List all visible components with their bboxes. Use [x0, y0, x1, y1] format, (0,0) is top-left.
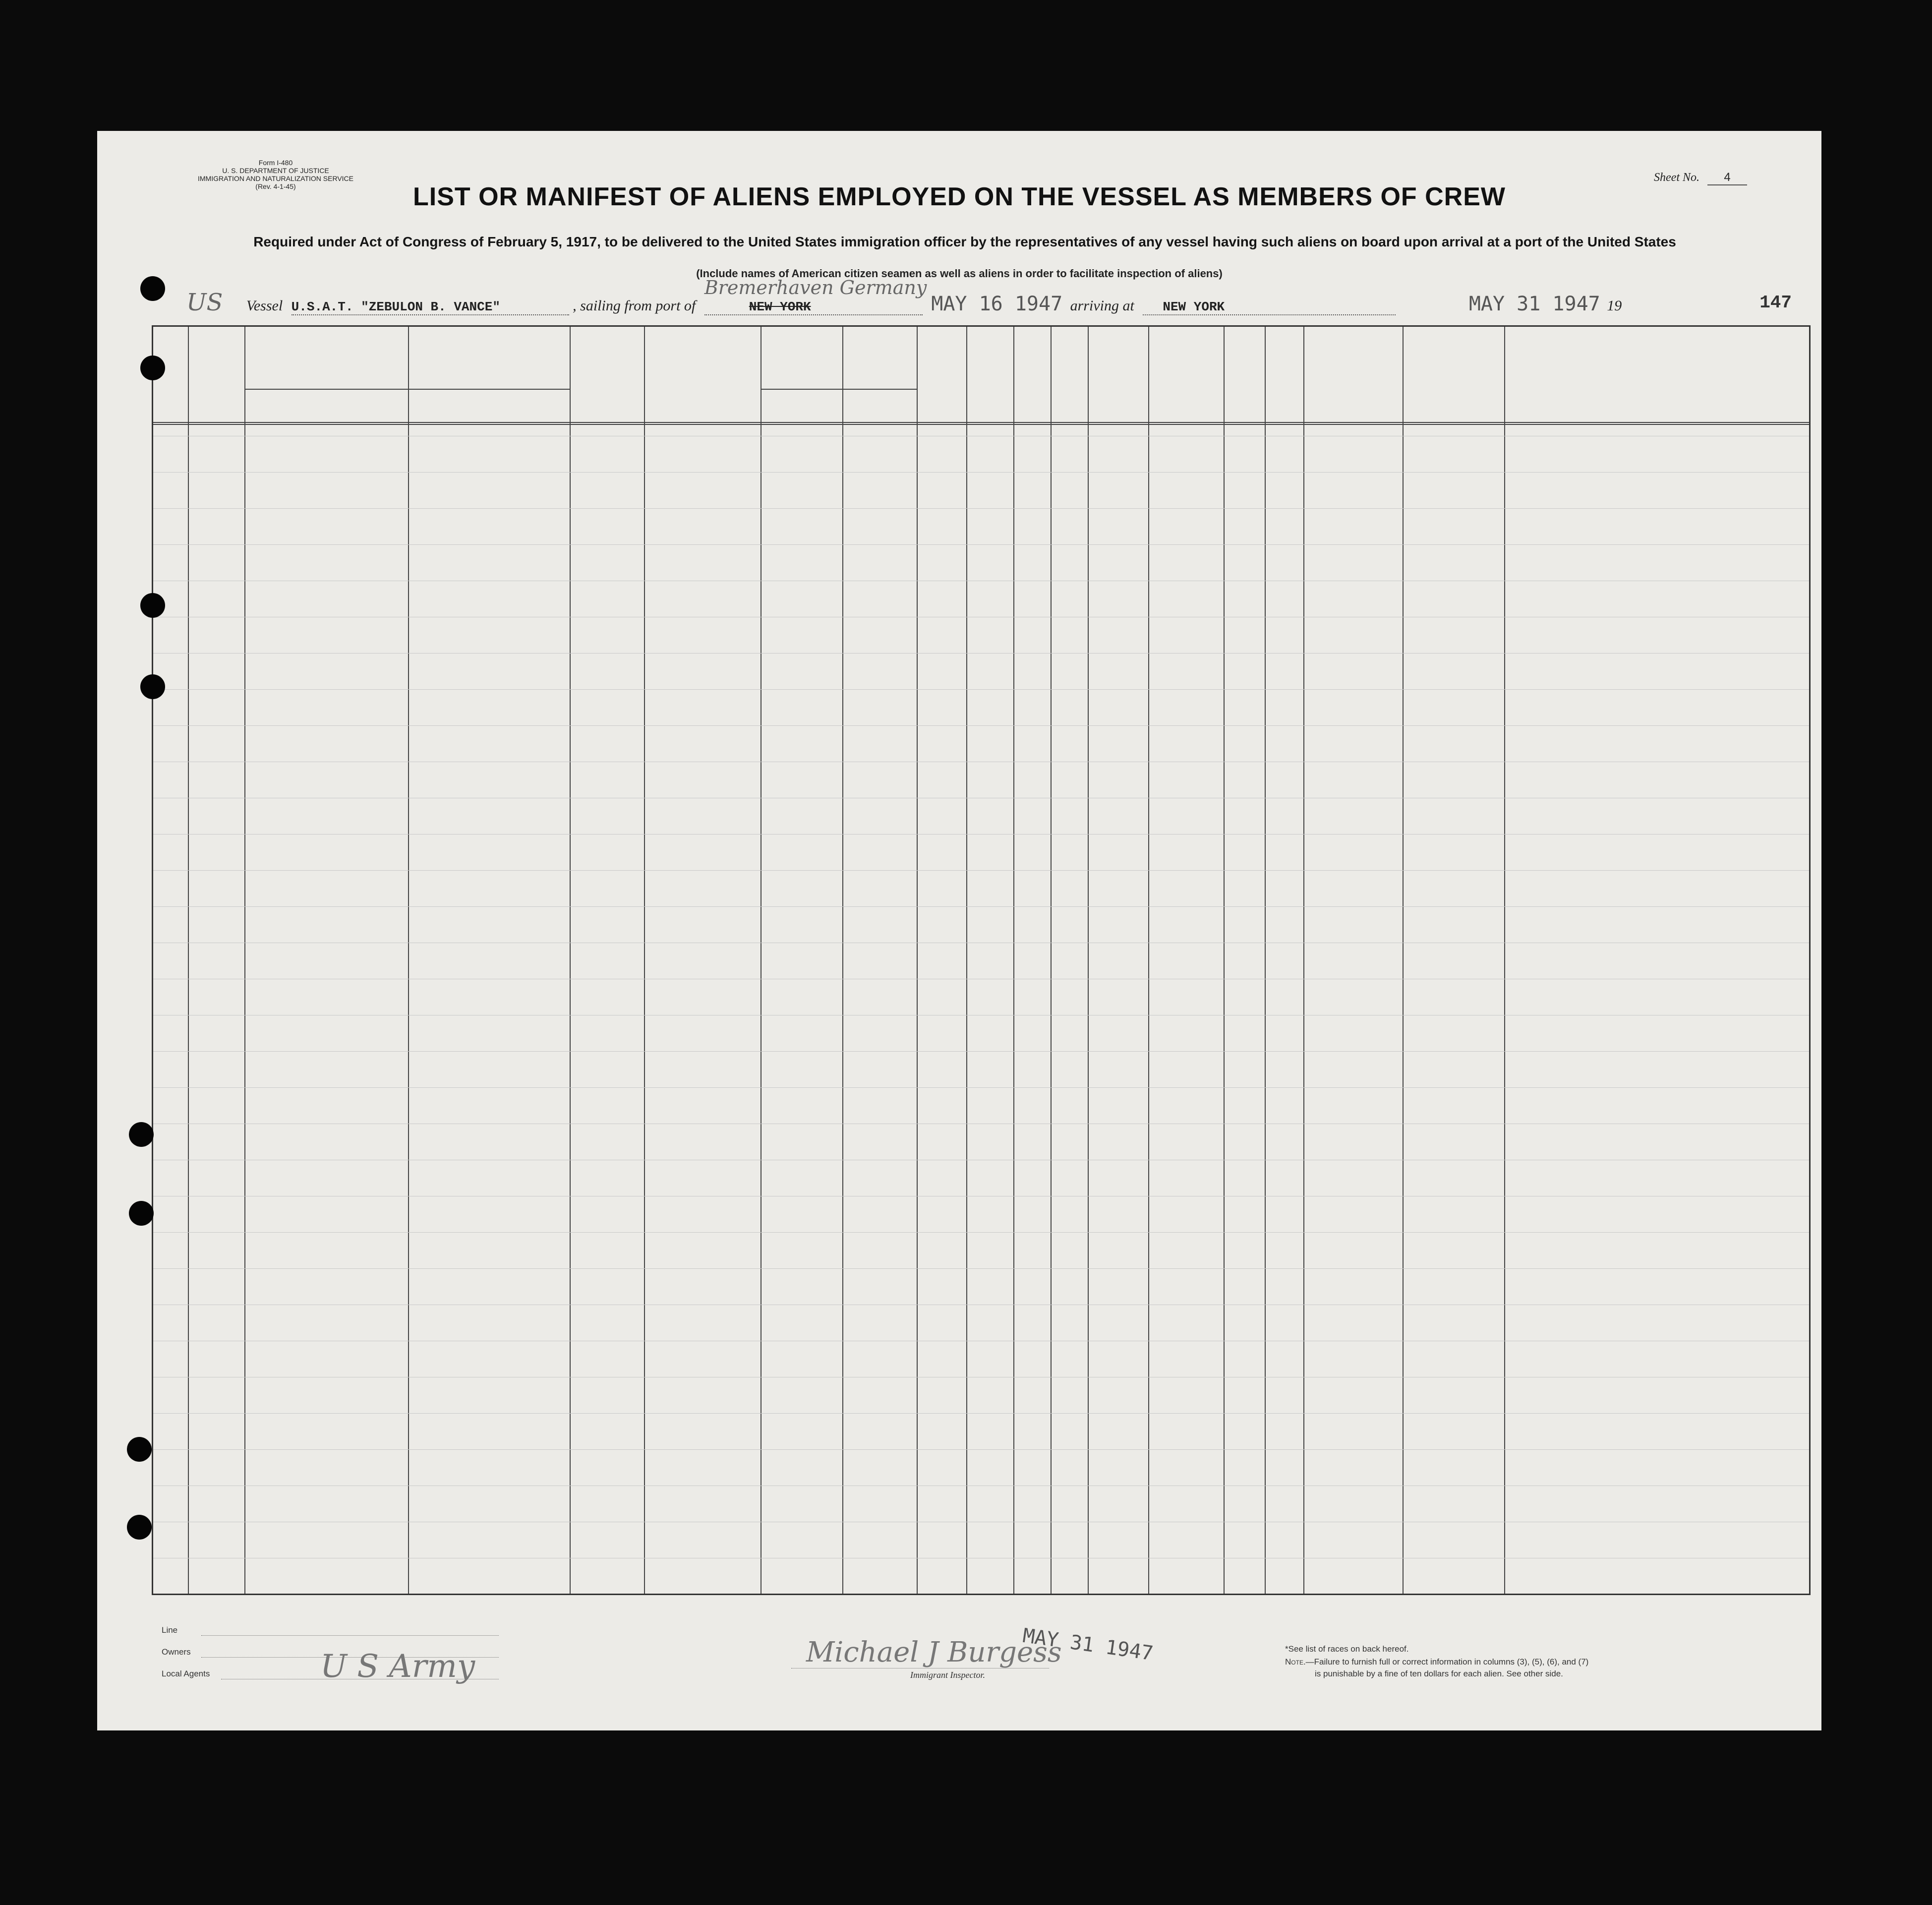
column-divider [1224, 327, 1225, 1594]
punch-hole [140, 674, 165, 699]
page-subnote: (Include names of American citizen seamen as well as aliens in order to facilitate inspection of aliens) [696, 267, 1223, 280]
ruled-line [153, 472, 1809, 473]
form-revision: (Rev. 4-1-45) [255, 182, 296, 190]
race-note: *See list of races on back hereof. [1285, 1644, 1409, 1654]
column-divider [917, 327, 918, 1594]
shipped-subheader-rule [761, 389, 917, 390]
sheet-number-label: Sheet No. [1654, 171, 1699, 184]
punch-hole [127, 1515, 152, 1540]
line-label: Line [162, 1625, 178, 1635]
ruled-line [153, 1051, 1809, 1052]
inspector-signature: Michael J Burgess [806, 1636, 1062, 1668]
column-divider [188, 327, 189, 1594]
vessel-line [186, 277, 1703, 316]
page-subtitle: Required under Act of Congress of February 5, 1917, to be delivered to the United States immigration officer by the representatives of any vessel having such aliens on board upon arrival at a port of the United States [253, 234, 1676, 249]
sailing-port: NEW YORK [749, 299, 811, 314]
header-bottom-rule [153, 422, 1809, 423]
column-divider [1303, 327, 1304, 1594]
arriving-label: arriving at [1070, 298, 1134, 314]
punch-hole [129, 1201, 154, 1226]
inspector-label: Immigrant Inspector. [910, 1670, 985, 1680]
name-subheader-rule [244, 389, 570, 390]
note-label: Note. [1285, 1657, 1306, 1667]
header-bottom-rule [153, 424, 1809, 425]
ruled-line [153, 1449, 1809, 1450]
column-divider [842, 327, 843, 1594]
crew-table [152, 325, 1811, 1595]
vessel-label: Vessel [246, 298, 283, 314]
form-number: Form I-480 [258, 159, 293, 167]
column-divider [1051, 327, 1052, 1594]
inspection-date-stamp: MAY 31 1947 [1021, 1624, 1155, 1666]
punch-hole [140, 276, 165, 301]
sailing-label: , sailing from port of [573, 298, 696, 314]
arriving-port: NEW YORK [1143, 299, 1396, 315]
ruled-line [153, 725, 1809, 726]
punch-hole [127, 1437, 152, 1462]
ruled-line [153, 689, 1809, 690]
column-divider [1504, 327, 1505, 1594]
sailing-port-field [704, 277, 927, 315]
column-divider [408, 327, 409, 1594]
column-divider [570, 327, 571, 1594]
local-agents-label: Local Agents [162, 1669, 210, 1678]
sailing-port-handwritten: Bremerhaven Germany [704, 277, 927, 298]
column-divider [1403, 327, 1404, 1594]
ruled-line [153, 653, 1809, 654]
page-number: 147 [1759, 293, 1792, 313]
note-text-1: —Failure to furnish full or correct information in columns (3), (5), (6), and (7) [1305, 1657, 1589, 1667]
column-divider [1265, 327, 1266, 1594]
column-divider [244, 327, 245, 1594]
ruled-line [153, 1413, 1809, 1414]
vessel-name: U.S.A.T. "ZEBULON B. VANCE" [292, 299, 569, 315]
year-label: 19 [1607, 298, 1622, 314]
note-line-1 [1285, 1657, 1588, 1667]
sheet-number-value: 4 [1707, 171, 1747, 185]
column-divider [644, 327, 645, 1594]
sailing-date-stamp: MAY 16 1947 [931, 293, 1063, 315]
form-service: IMMIGRATION AND NATURALIZATION SERVICE [198, 175, 353, 182]
punch-hole [129, 1122, 154, 1147]
arrival-date-stamp: MAY 31 1947 [1468, 293, 1600, 315]
manifest-sheet [97, 131, 1821, 1730]
ruled-line [153, 870, 1809, 871]
vessel-hand-prefix: US [186, 289, 223, 316]
column-divider [1013, 327, 1014, 1594]
form-department: U. S. DEPARTMENT OF JUSTICE [222, 167, 329, 175]
column-divider [966, 327, 967, 1594]
ruled-line [153, 1232, 1809, 1233]
punch-hole [140, 356, 165, 380]
ruled-line [153, 544, 1809, 545]
ruled-line [153, 508, 1809, 509]
agent-signature: U S Army [320, 1648, 475, 1685]
page-title: LIST OR MANIFEST OF ALIENS EMPLOYED ON THE VESSEL AS MEMBERS OF CREW [413, 182, 1506, 211]
owners-label: Owners [162, 1647, 191, 1657]
column-divider [1088, 327, 1089, 1594]
ruled-line [153, 1087, 1809, 1088]
column-divider [1148, 327, 1149, 1594]
punch-hole [140, 593, 165, 618]
line-field [201, 1635, 499, 1636]
ruled-line [153, 1268, 1809, 1269]
ruled-line [153, 906, 1809, 907]
note-line-2: is punishable by a fine of ten dollars for each alien. See other side. [1315, 1669, 1563, 1678]
